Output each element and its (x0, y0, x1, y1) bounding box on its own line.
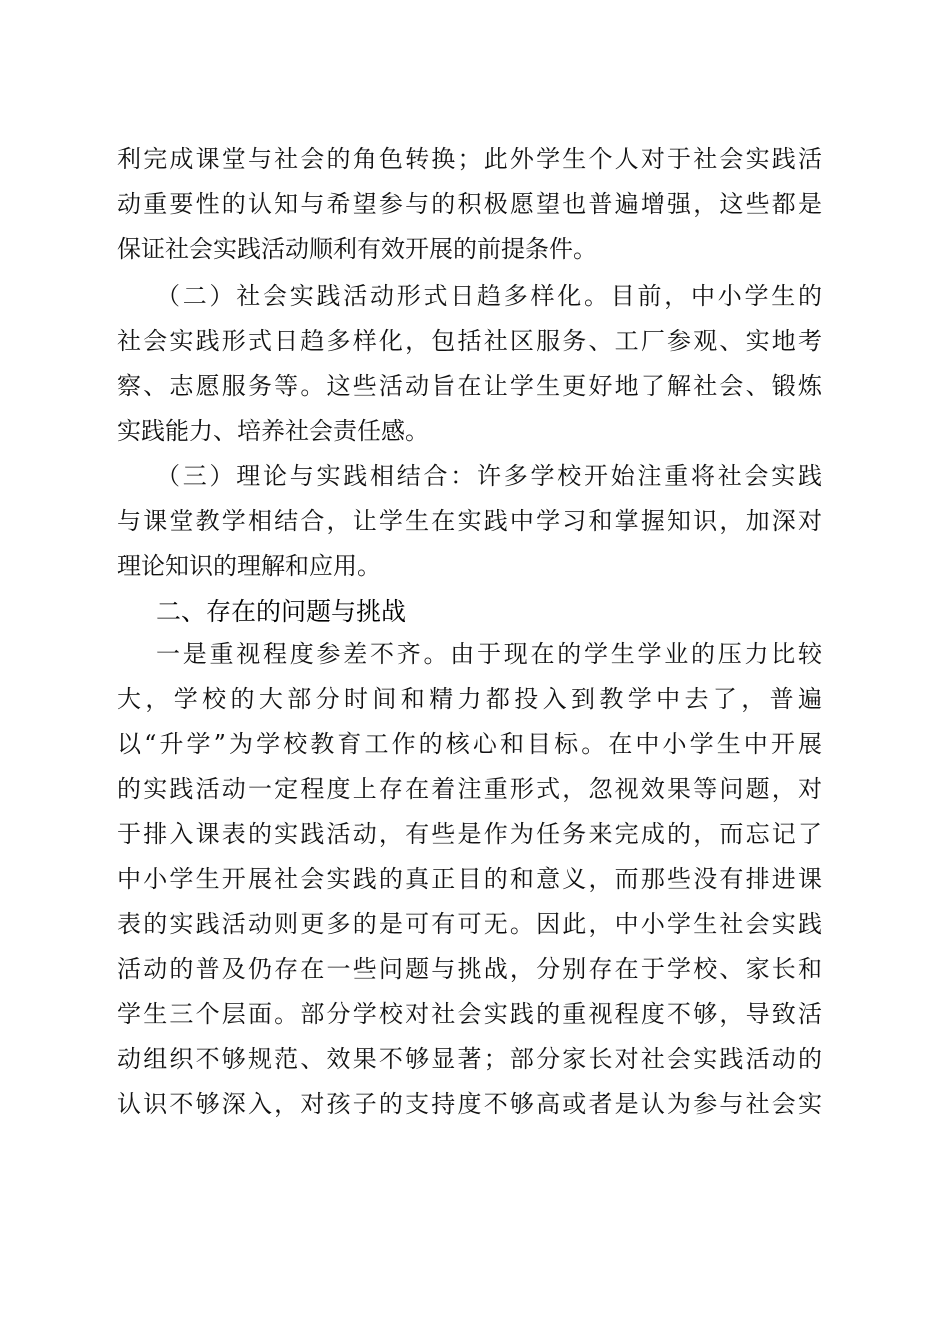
paragraph-line: 察、志愿服务等。这些活动旨在让学生更好地了解社会、锻炼 (117, 372, 822, 400)
paragraph-line: 中小学生开展社会实践的真正目的和意义，而那些没有排进课 (117, 865, 822, 893)
paragraph-line: 表的实践活动则更多的是可有可无。因此，中小学生社会实践 (117, 910, 822, 938)
paragraph-line: 动重要性的认知与希望参与的积极愿望也普遍增强，这些都是 (117, 190, 822, 218)
paragraph-line: 认识不够深入，对孩子的支持度不够高或者是认为参与社会实 (117, 1090, 822, 1118)
paragraph-line: 活动的普及仍存在一些问题与挑战，分别存在于学校、家长和 (117, 955, 822, 983)
paragraph-line: 理论知识的理解和应用。 (117, 552, 381, 580)
subheading-paragraph-line: （二）社会实践活动形式日趋多样化。目前，中小学生的 (156, 282, 822, 310)
paragraph-line: 社会实践形式日趋多样化，包括社区服务、工厂参观、实地考 (117, 327, 822, 355)
paragraph-line: 动组织不够规范、效果不够显著；部分家长对社会实践活动的 (117, 1045, 822, 1073)
subheading-paragraph-line: （三）理论与实践相结合：许多学校开始注重将社会实践 (156, 462, 822, 490)
paragraph-line: 与课堂教学相结合，让学生在实践中学习和掌握知识，加深对 (117, 507, 822, 535)
paragraph-line: 利完成课堂与社会的角色转换；此外学生个人对于社会实践活 (117, 145, 822, 173)
subheading-paragraph-line: 一是重视程度参差不齐。由于现在的学生学业的压力比较 (156, 640, 822, 668)
paragraph-line: 保证社会实践活动顺利有效开展的前提条件。 (117, 235, 597, 263)
paragraph-line: 于排入课表的实践活动，有些是作为任务来完成的，而忘记了 (117, 820, 822, 848)
paragraph-line: 大，学校的大部分时间和精力都投入到教学中去了，普遍 (117, 685, 822, 713)
paragraph-line: 学生三个层面。部分学校对社会实践的重视程度不够，导致活 (117, 1000, 822, 1028)
paragraph-line: 实践能力、培养社会责任感。 (117, 417, 429, 445)
paragraph-line: 的实践活动一定程度上存在着注重形式，忽视效果等问题，对 (117, 775, 822, 803)
paragraph-line: 以“升学”为学校教育工作的核心和目标。在中小学生中开展 (117, 730, 822, 758)
section-heading: 二、存在的问题与挑战 (156, 597, 407, 626)
